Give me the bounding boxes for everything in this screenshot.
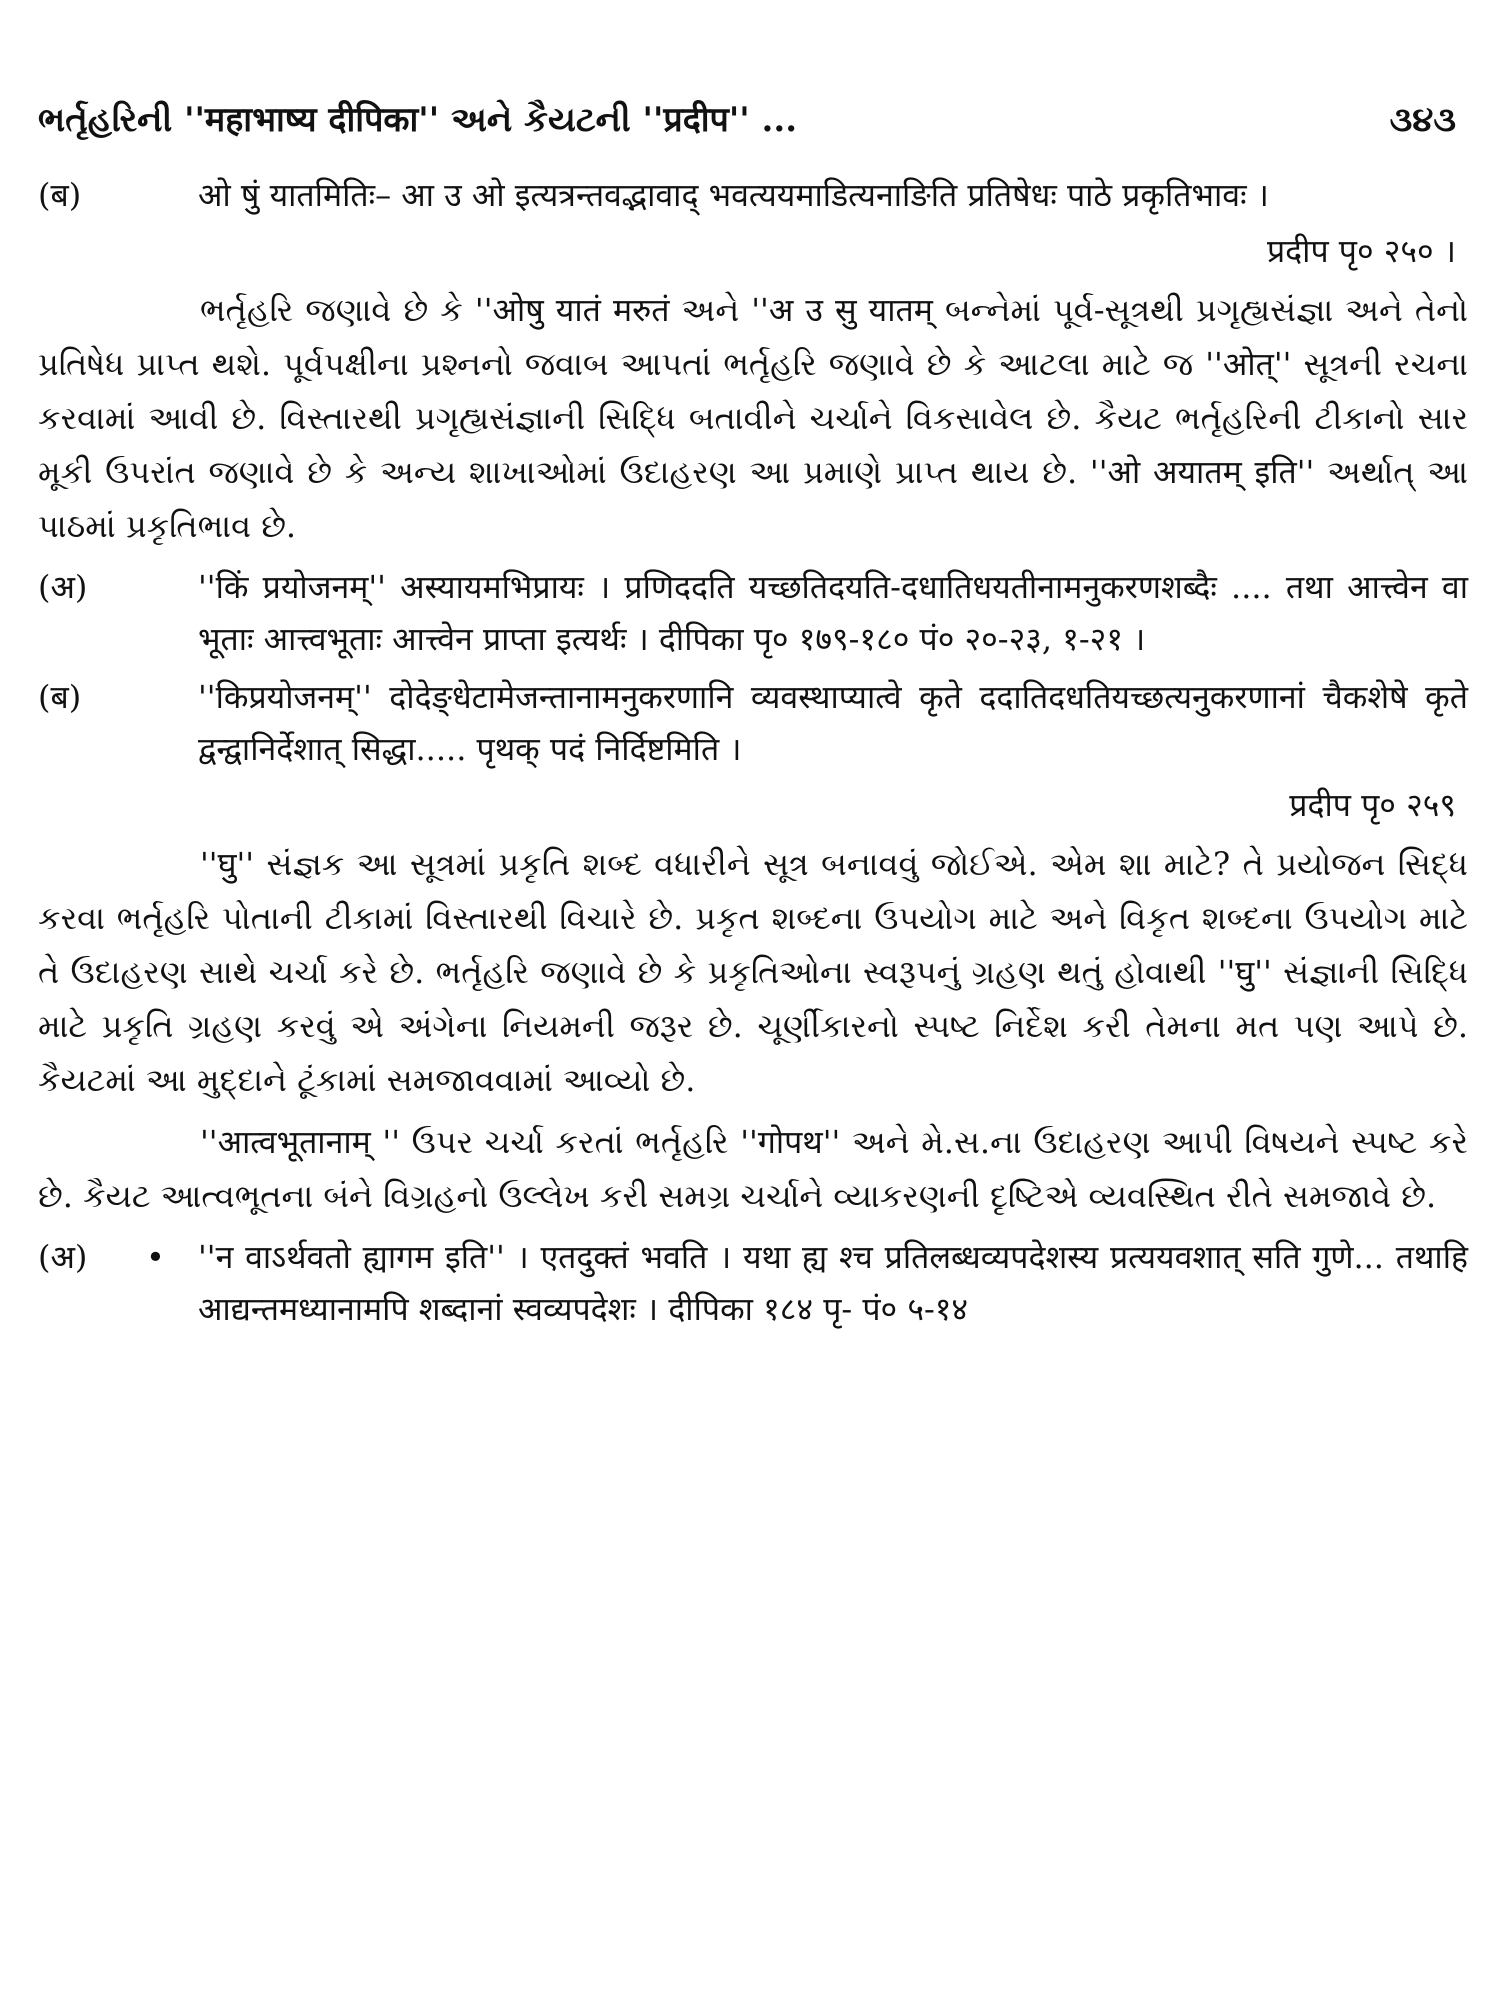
body-paragraph: ''घु'' સંજ્ઞક આ સૂત્રમાં પ્રકૃતિ શબ્દ વધારીને સૂત્ર બનાવવું જોઈએ. એમ શા માટે? તે પ્રયોજન સિદ્ધ કરવા ભર્તૃહરિ પોતાની ટીકામાં વિસ્તારથી વિચારે છે. પ્રકૃત શબ્દના ઉપયોગ માટે અને વિકૃત શબ્દના ઉપયોગ માટે તે ઉદાહરણ સાથે ચર્ચા કરે છે. ભર્તૃહરિ જણાવે છે કે પ્રકૃતિઓના સ્વરૂપનું ગ્રહણ થતું હોવાથી ''घु'' સંજ્ઞાની સિદ્ધિ માટે પ્રકૃતિ ગ્રહણ કરવું એ અંગેના નિયમની જરૂર છે. ચૂર્ણીકારનો સ્પષ્ટ નિર્દેશ કરી તેમના મત પણ આપે છે. કૈયટમાં આ મુદ્દાને ટૂંકામાં સમજાવવામાં આવ્યો છે. (38, 845, 1468, 1099)
entry-marker: (अ) (38, 1238, 88, 1276)
entry-text: ''किप्रयोजनम्'' दोदेङ्धेटामेजन्तानामनुकरणानि व्यवस्थाप्यात्वे कृते ददातिदधतियच्छत्यनुकरणानां चैकशेषे कृते द्वन्द्वानिर्देशात् सिद्धा..... पृथक् पदं निर्दिष्टमिति । (198, 678, 1468, 768)
entry-marker: (अ) (38, 568, 88, 606)
quote-entry (38, 671, 1468, 775)
quote-entry (38, 169, 1468, 221)
bullet-mark: • (146, 1238, 165, 1276)
entry-text-content: ''न वाऽर्थवतो ह्यागम इति'' । एतदुक्तं भवति । यथा ह्य श्च प्रतिलब्धव्यपदेशस्य प्रत्ययवशात् सति गुणे... तथाहि आद्यन्तमध्यानामपि शब्दानां स्वव्यपदेशः । दीपिका १८४ पृ- पं० ५-१४ (198, 1238, 1468, 1328)
quote-entry (38, 1231, 1468, 1335)
entry-marker: (ब) (38, 176, 82, 214)
quote-entry (38, 561, 1468, 665)
entry-text: ओ षुं यातमितिः– आ उ ओ इत्यत्रन्तवद्भावाद् भवत्ययमाडित्यनाङिति प्रतिषेधः पाठे प्रकृतिभावः । (198, 176, 1269, 214)
body-paragraph: ભર્તૃહરિ જણાવે છે કે ''ओषु यातं मरुतं અને ''अ उ सु यातम् બન્નેમાં પૂર્વ-સૂત્રથી પ્રગૃહ્યસંજ્ઞા અને તેનો પ્રતિષેધ પ્રાપ્ત થશે. પૂર્વપક્ષીના પ્રશ્નનો જવાબ આપતાં ભર્તૃહરિ જણાવે છે કે આટલા માટે જ ''ओत्'' સૂત્રની રચના કરવામાં આવી છે. વિસ્તારથી પ્રગૃહ્યસંજ્ઞાની સિદ્ધિ બતાવીને ચર્ચાને વિકસાવેલ છે. કૈયટ ભર્તૃહરિની ટીકાનો સાર મૂકી ઉપરાંત જણાવે છે કે અન્ય શાખાઓમાં ઉદાહરણ આ પ્રમાણે પ્રાપ્ત થાય છે. ''ओ अयातम् इति'' અર્થાત્ આ પાઠમાં પ્રકૃતિભાવ છે. (38, 291, 1468, 545)
header-title: ભર્તૃહરિની ''महाभाष्य दीपिका'' અને કૈયટની ''प्रदीप'' ... (38, 100, 798, 140)
source-reference: प्रदीप पृ० २५० । (1266, 232, 1456, 270)
entry-text: ''किं प्रयोजनम्'' अस्यायमभिप्रायः । प्रणिददति यच्छतिदयति-दधातिधयतीनामनुकरणशब्दैः .... तथा आत्त्वेन वा भूताः आत्त्वभूताः आत्त्वेन प्राप्ता इत्यर्थः । दीपिका पृ० १७९-१८० पं० २०-२३, १-२१ । (198, 568, 1468, 658)
entry-text (146, 1231, 1468, 1335)
entry-marker: (ब) (38, 678, 82, 716)
document-page (38, 95, 1468, 1339)
source-reference: प्रदीप पृ० २५९ (1289, 786, 1456, 824)
running-header (38, 95, 1468, 141)
page-number: ૩૪૩ (1389, 100, 1456, 140)
body-paragraph: ''आत्वभूतानाम् '' ઉપર ચર્ચા કરતાં ભર્તૃહરિ ''गोपथ'' અને મે.સ.ના ઉદાહરણ આપી વિષયને સ્પષ્ટ કરે છે. કૈયટ આત્વભૂતના બંને વિગ્રહનો ઉલ્લેખ કરી સમગ્ર ચર્ચાને વ્યાકરણની દૃષ્ટિએ વ્યવસ્થિત રીતે સમજાવે છે. (38, 1123, 1468, 1215)
